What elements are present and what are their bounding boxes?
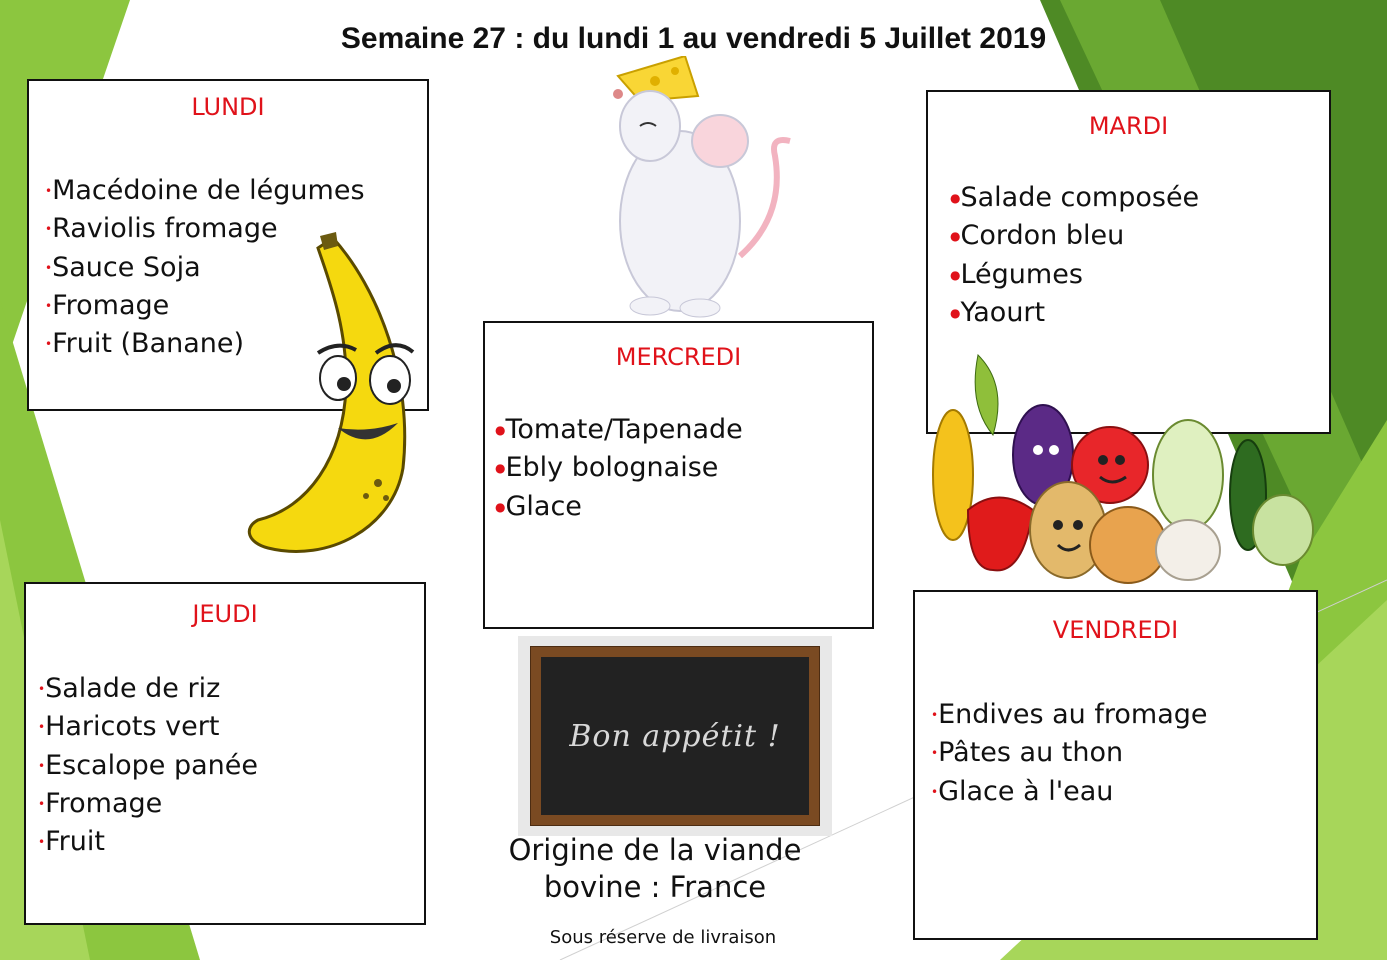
- menu-list-mardi: [950, 179, 1199, 332]
- menu-list-mercredi: [495, 411, 743, 526]
- list-item: ●Ebly bolognaise: [495, 452, 719, 484]
- list-item: ●Glace: [495, 490, 582, 522]
- day-title-mercredi: MERCREDI: [615, 343, 742, 371]
- list-item: •Fruit (Banane): [45, 328, 245, 359]
- mouse-with-cheese-icon: [600, 56, 800, 321]
- list-item: •Macédoine de légumes: [45, 175, 365, 206]
- menu-list-jeudi: [38, 670, 258, 861]
- day-title-mardi: MARDI: [1088, 112, 1169, 140]
- list-item: ●Cordon bleu: [950, 220, 1125, 252]
- day-title-vendredi: VENDREDI: [1052, 616, 1179, 644]
- list-item: •Fromage: [38, 787, 163, 819]
- list-item: ●Salade composée: [950, 182, 1200, 213]
- vegetable-characters-icon: [898, 345, 1318, 585]
- footer-note: Sous réserve de livraison: [549, 927, 777, 948]
- list-item: •Fruit: [38, 826, 105, 857]
- list-item: •Fromage: [45, 289, 170, 321]
- day-title-lundi: LUNDI: [191, 93, 265, 121]
- list-item: •Salade de riz: [38, 673, 221, 704]
- list-item: •Haricots vert: [38, 711, 220, 743]
- list-item: •Glace à l'eau: [931, 775, 1114, 807]
- list-item: •Pâtes au thon: [931, 737, 1124, 769]
- list-item: •Sauce Soja: [45, 251, 201, 283]
- day-box-jeudi: [24, 582, 426, 925]
- origin-line-1: Origine de la viande: [508, 833, 802, 867]
- page-title: Semaine 27 : du lundi 1 au vendredi 5 Juillet 2019: [340, 22, 1047, 55]
- menu-list-vendredi: [931, 696, 1208, 811]
- list-item: •Raviolis fromage: [45, 213, 278, 245]
- chalkboard-surface: [541, 657, 809, 815]
- list-item: •Endives au fromage: [931, 699, 1208, 730]
- list-item: ●Yaourt: [950, 296, 1046, 328]
- day-title-jeudi: JEUDI: [192, 600, 258, 628]
- list-item: ●Légumes: [950, 258, 1083, 290]
- day-box-vendredi: [913, 590, 1318, 940]
- origin-line-2: bovine : France: [543, 870, 767, 904]
- list-item: •Escalope panée: [38, 749, 258, 781]
- list-item: ●Tomate/Tapenade: [495, 414, 743, 445]
- meat-origin-note: [490, 832, 820, 906]
- chalkboard-image: [518, 636, 832, 836]
- banana-character-icon: [238, 228, 428, 573]
- chalkboard-frame: [530, 646, 820, 826]
- day-box-mercredi: [483, 321, 874, 629]
- chalkboard-text: Bon appétit !: [569, 718, 781, 754]
